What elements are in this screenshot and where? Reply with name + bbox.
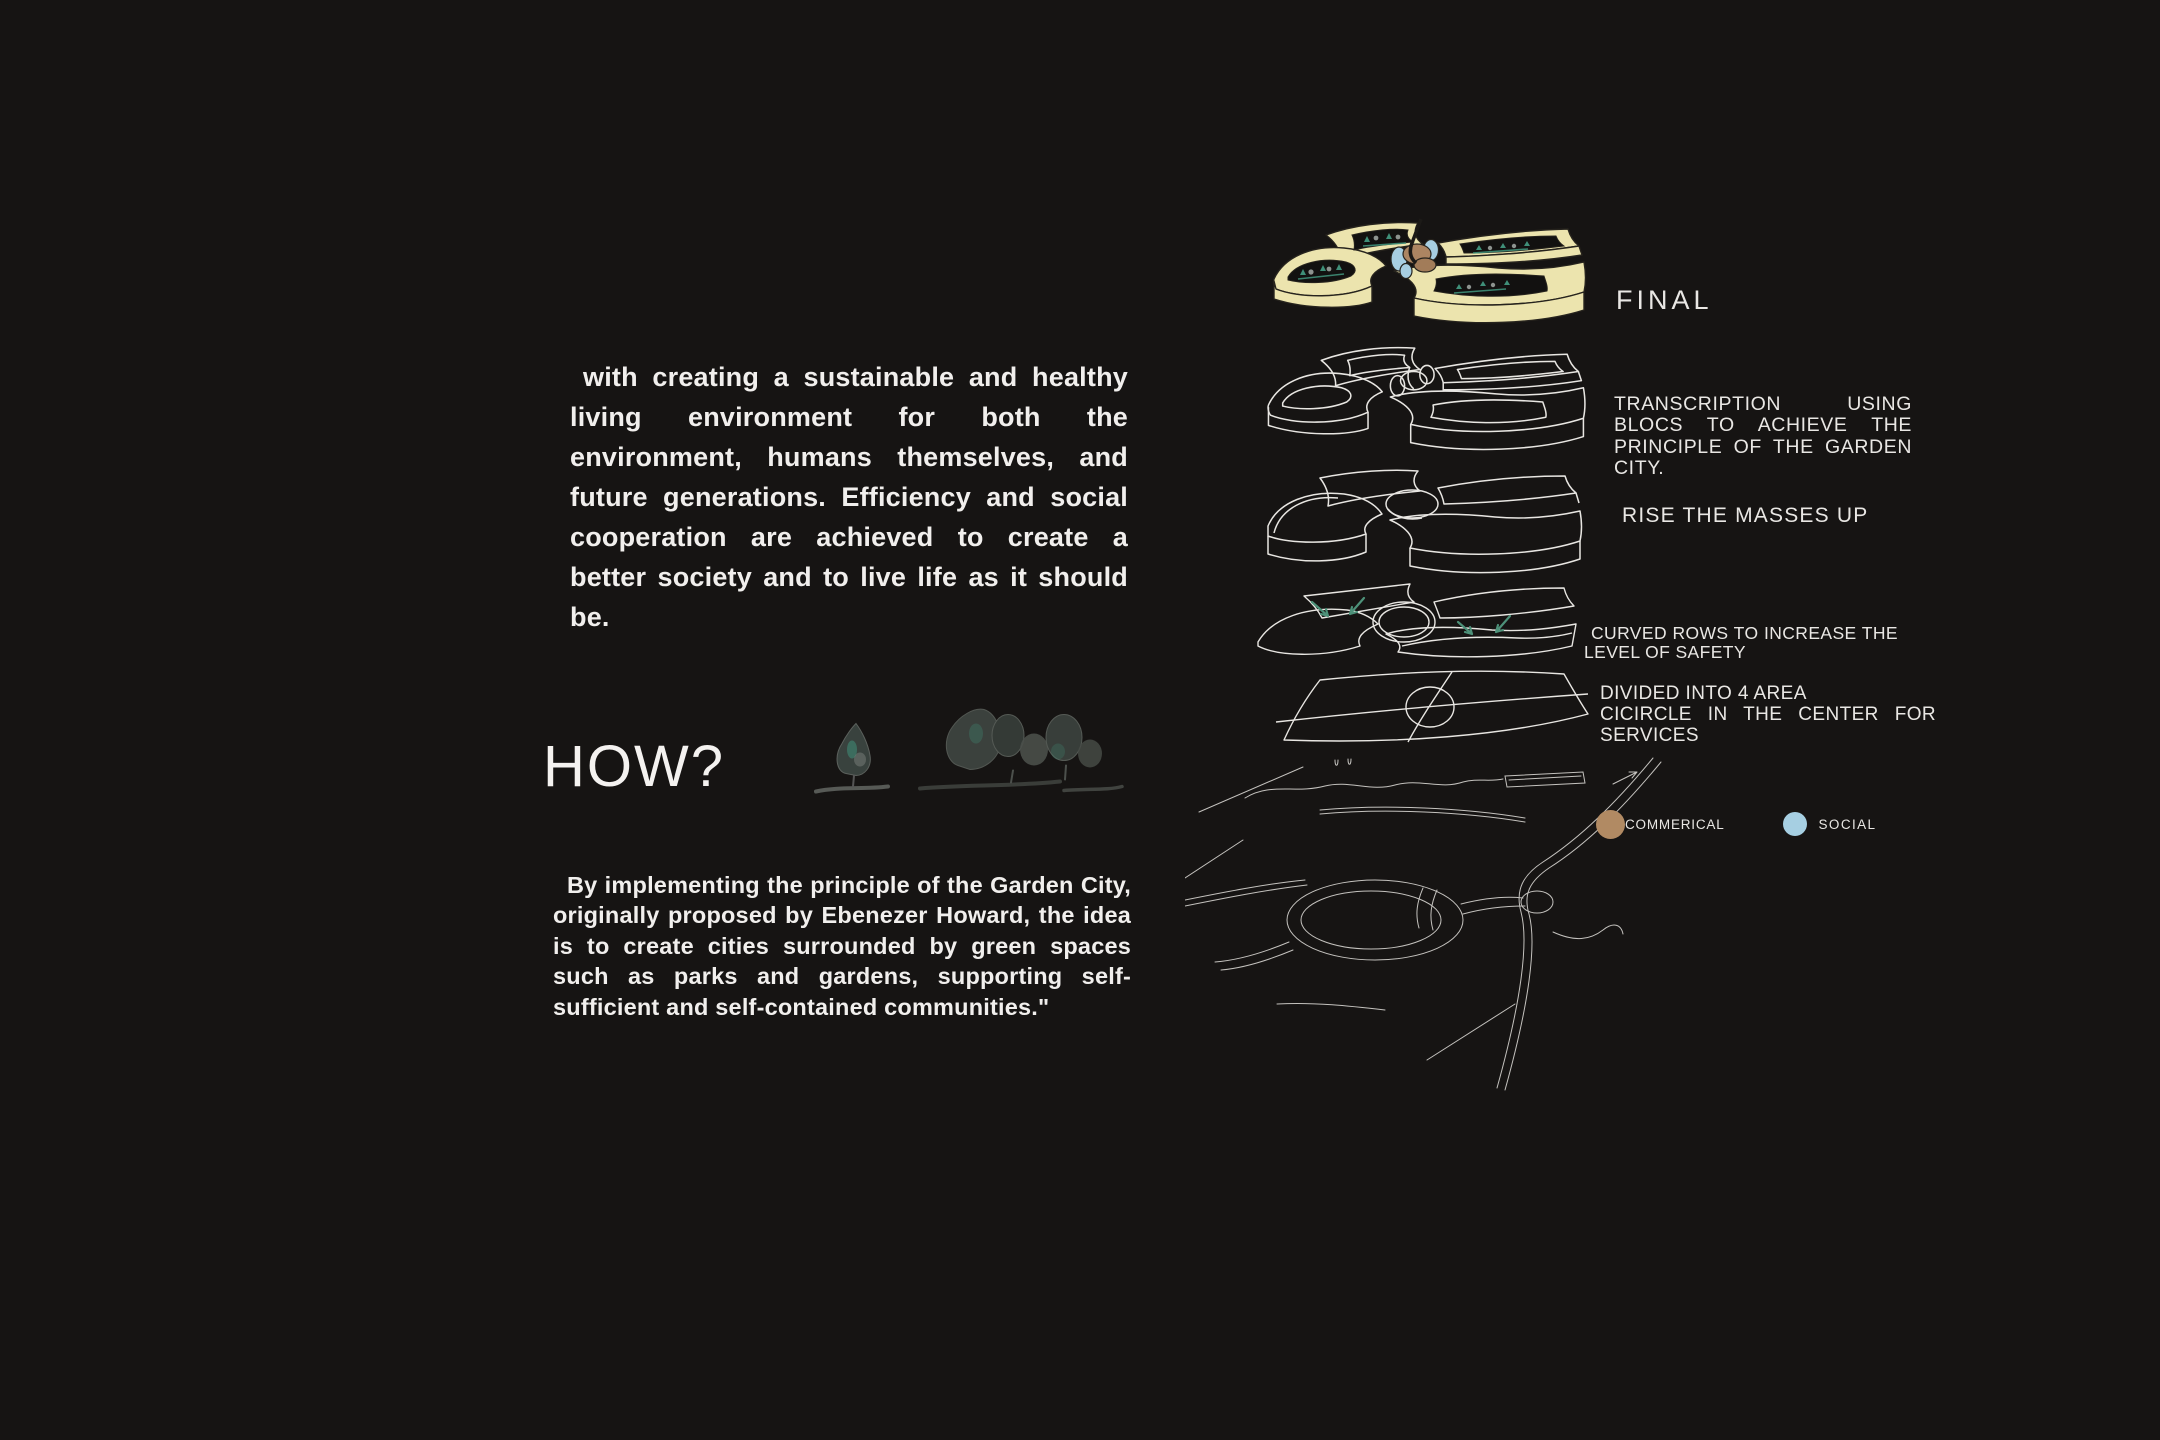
step-label-rise-masses: RISE THE MASSES UP <box>1622 504 1869 527</box>
trees-sketch <box>808 692 1128 810</box>
commercial-dot <box>1596 810 1625 839</box>
social-dot <box>1783 812 1807 836</box>
intro-paragraph: with creating a sustainable and healthy living environment for both the environment, humans themselves, and future generations. Efficiency and social cooperation are achieved to create a better society and to live life as it should be. <box>570 362 1128 632</box>
commercial-label: COMMERICAL <box>1625 816 1725 832</box>
step-label-curved-rows: CURVED ROWS TO INCREASE THE LEVEL OF SAFETY <box>1584 622 1898 662</box>
step-label-transcription: TRANSCRIPTION USING BLOCS TO ACHIEVE THE PRINCIPLE OF THE GARDEN CITY. <box>1614 392 1912 479</box>
divided-label-line2: CICIRCLE IN THE CENTER FOR SERVICES <box>1600 704 1936 746</box>
step-label-divided-areas <box>1600 683 1936 746</box>
divided-plane-diagram <box>1256 666 1601 761</box>
social-label: SOCIAL <box>1818 816 1877 832</box>
step-label-final: FINAL <box>1616 285 1713 315</box>
garden-city-paragraph: By implementing the principle of the Garden City, originally proposed by Ebenezer Howard, the idea is to create cities surrounded by green spaces such as parks and gardens, supporting self-sufficient and self-contained communities." <box>553 871 1131 1020</box>
how-heading: HOW? <box>543 734 725 799</box>
legend <box>1596 804 1876 844</box>
rise-masses-diagram <box>1260 464 1605 579</box>
curved-rows-diagram <box>1252 576 1602 676</box>
divided-label-line1: DIVIDED INTO 4 AREA <box>1600 683 1807 704</box>
site-plan-sketch <box>1185 752 1710 1092</box>
transcription-diagram <box>1262 338 1598 465</box>
final-massing-diagram <box>1268 213 1598 338</box>
